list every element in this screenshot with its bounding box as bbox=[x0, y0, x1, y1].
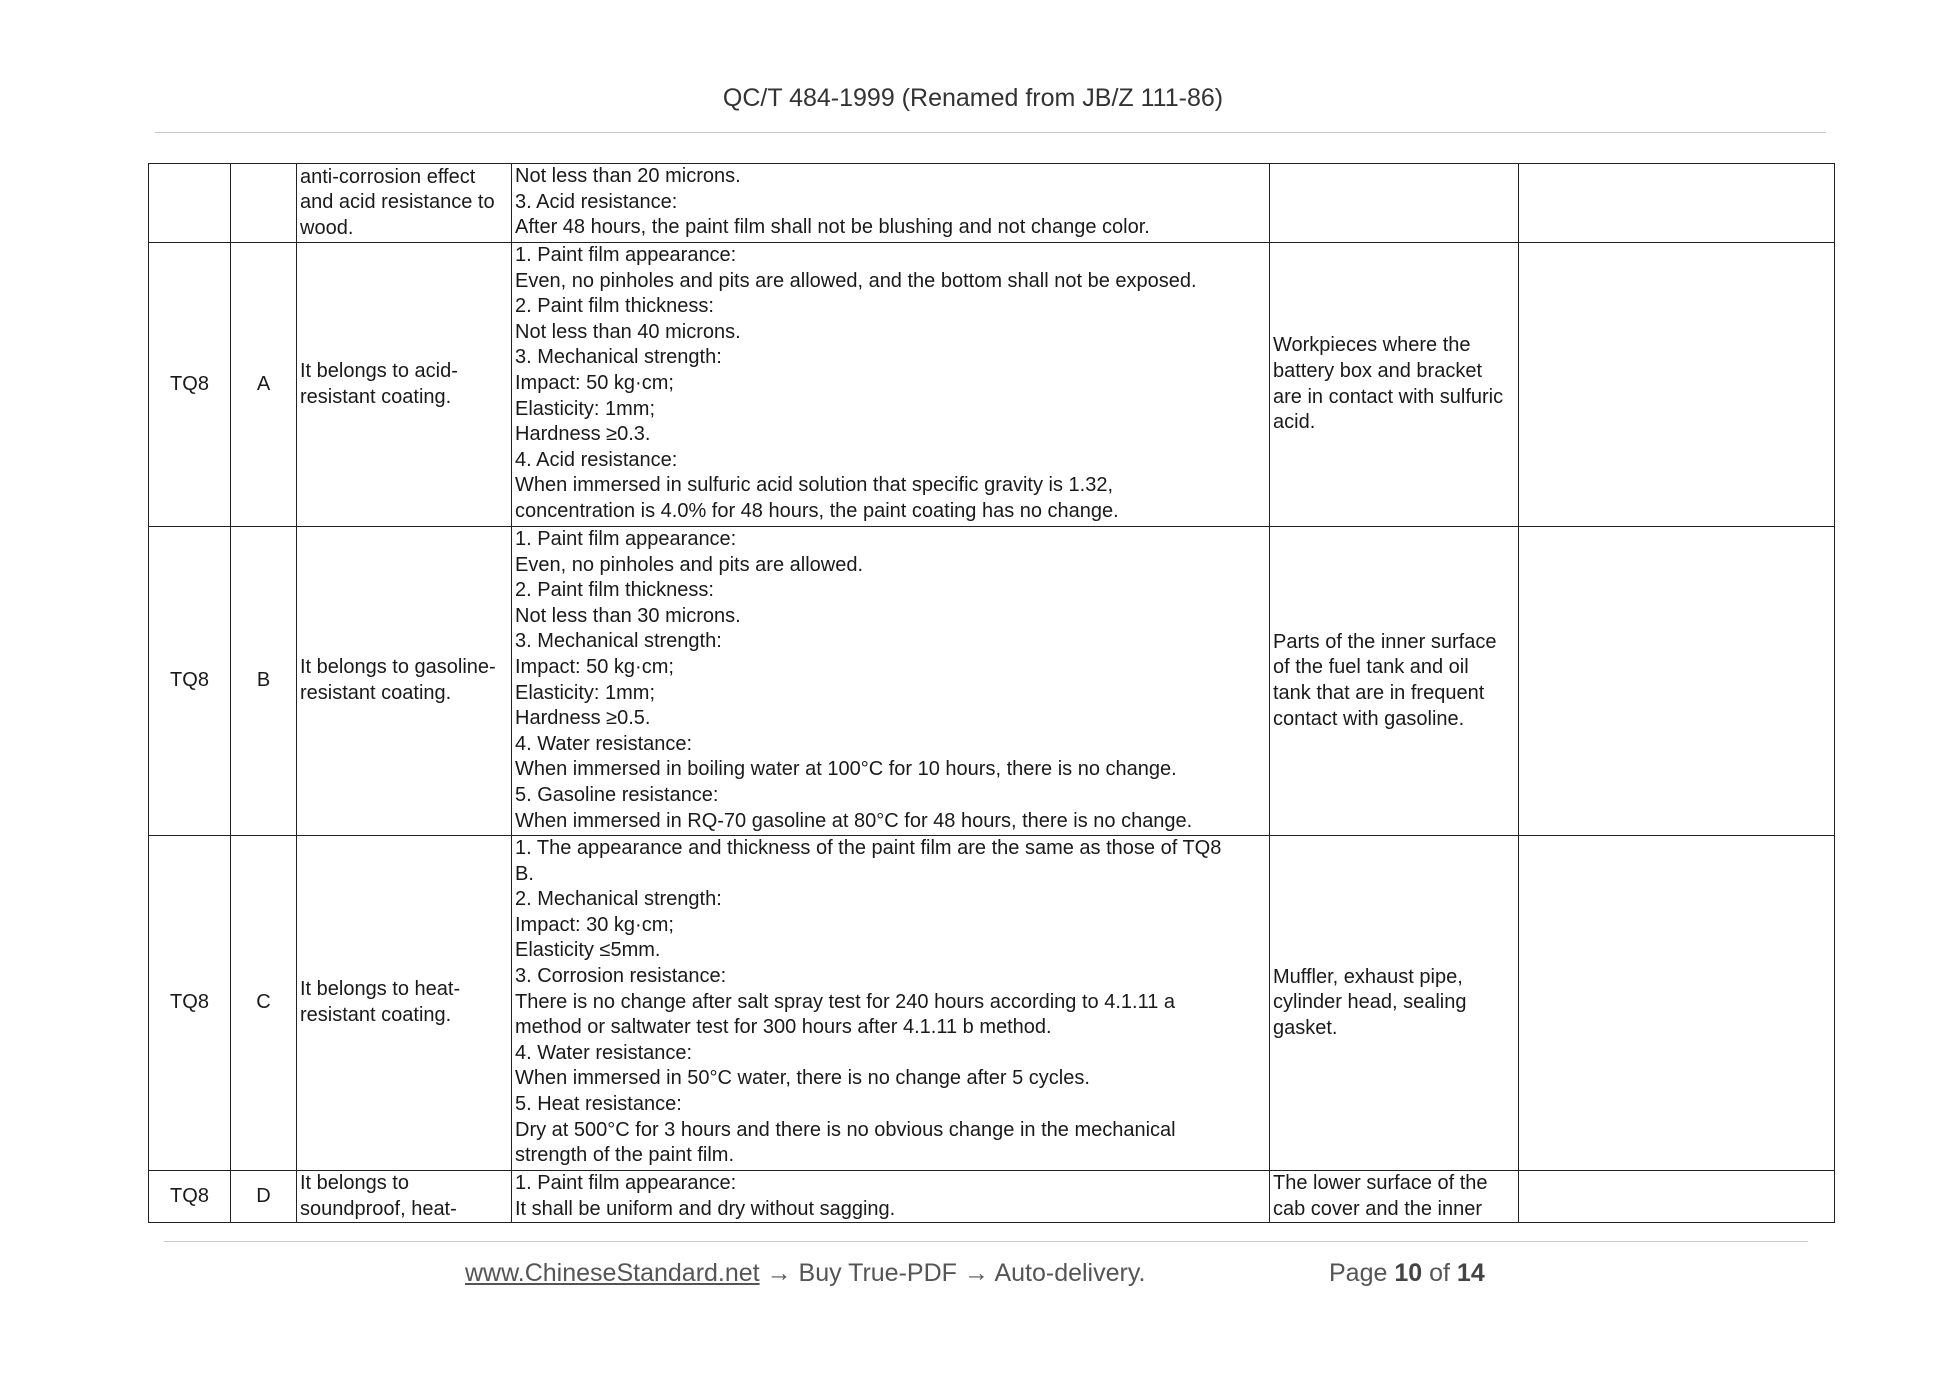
application-line: acid. bbox=[1273, 411, 1316, 434]
application-line: battery box and bracket bbox=[1273, 359, 1483, 382]
characteristics-line: It belongs to gasoline- bbox=[300, 656, 496, 679]
requirement-line: concentration is 4.0% for 48 hours, the paint coating has no change. bbox=[515, 499, 1119, 522]
code-cell: TQ8 bbox=[149, 836, 231, 1171]
requirement-line: When immersed in sulfuric acid solution that specific gravity is 1.32, bbox=[515, 474, 1114, 497]
characteristics-line: wood. bbox=[300, 216, 354, 239]
footer-promo bbox=[465, 1259, 1145, 1288]
grade-cell bbox=[231, 164, 297, 243]
table-row bbox=[149, 1171, 1835, 1223]
requirement-line: 4. Water resistance: bbox=[515, 732, 693, 755]
requirement-line: Elasticity ≤5mm. bbox=[515, 939, 661, 962]
characteristics-line: It belongs to heat- bbox=[300, 978, 461, 1001]
application-line: Parts of the inner surface bbox=[1273, 630, 1497, 653]
remarks-cell bbox=[1519, 164, 1835, 243]
requirement-line: Hardness ≥0.5. bbox=[515, 707, 651, 730]
arrow-right-icon: → bbox=[766, 1259, 792, 1287]
table-row bbox=[149, 164, 1835, 243]
requirement-line: 5. Gasoline resistance: bbox=[515, 783, 719, 806]
requirements-cell bbox=[512, 527, 1270, 836]
requirement-line: 4. Acid resistance: bbox=[515, 448, 678, 471]
page-header-title: QC/T 484-1999 (Renamed from JB/Z 111-86) bbox=[722, 84, 1224, 112]
application-line: The lower surface of the bbox=[1273, 1172, 1488, 1194]
application-cell bbox=[1270, 836, 1519, 1171]
code-cell: TQ8 bbox=[149, 243, 231, 527]
requirements-cell bbox=[512, 164, 1270, 243]
coating-spec-table bbox=[148, 163, 1835, 1223]
remarks-cell bbox=[1519, 243, 1835, 527]
characteristics-line: It belongs to acid- bbox=[300, 359, 458, 382]
buy-pdf-text: Buy True-PDF bbox=[798, 1259, 957, 1287]
requirement-line: 5. Heat resistance: bbox=[515, 1092, 682, 1115]
requirement-line: When immersed in boiling water at 100°C for 10 hours, there is no change. bbox=[515, 758, 1177, 781]
page-label: Page bbox=[1329, 1259, 1388, 1287]
characteristics-line: and acid resistance to bbox=[300, 191, 495, 214]
characteristics-line: resistant coating. bbox=[300, 1004, 452, 1026]
application-cell bbox=[1270, 1171, 1519, 1223]
requirement-line: Even, no pinholes and pits are allowed. bbox=[515, 553, 864, 576]
requirement-line: 3. Acid resistance: bbox=[515, 190, 678, 213]
characteristics-line: resistant coating. bbox=[300, 682, 452, 704]
requirements-cell bbox=[512, 1171, 1270, 1223]
requirement-line: 3. Corrosion resistance: bbox=[515, 964, 727, 987]
code-cell: TQ8 bbox=[149, 1171, 231, 1223]
grade-cell: B bbox=[231, 527, 297, 836]
application-line: contact with gasoline. bbox=[1273, 707, 1465, 730]
table-row bbox=[149, 527, 1835, 836]
application-line: of the fuel tank and oil bbox=[1273, 656, 1469, 679]
requirement-line: strength of the paint film. bbox=[515, 1144, 735, 1167]
requirement-line: 4. Water resistance: bbox=[515, 1041, 693, 1064]
requirement-line: After 48 hours, the paint film shall not be blushing and not change color. bbox=[515, 216, 1150, 239]
requirement-line: 3. Mechanical strength: bbox=[515, 630, 722, 653]
characteristics-cell bbox=[297, 1171, 512, 1223]
requirements-cell bbox=[512, 243, 1270, 527]
website-link[interactable]: www.ChineseStandard.net bbox=[465, 1259, 760, 1287]
remarks-cell bbox=[1519, 836, 1835, 1171]
characteristics-line: resistant coating. bbox=[300, 385, 452, 408]
page-total: 14 bbox=[1456, 1259, 1485, 1287]
characteristics-cell bbox=[297, 836, 512, 1171]
requirement-line: There is no change after salt spray test for 240 hours according to 4.1.11 a bbox=[515, 990, 1176, 1013]
characteristics-line: soundproof, heat- bbox=[300, 1197, 457, 1220]
characteristics-cell bbox=[297, 243, 512, 527]
code-cell: TQ8 bbox=[149, 527, 231, 836]
page-of-label: of bbox=[1429, 1259, 1450, 1287]
requirement-line: Not less than 30 microns. bbox=[515, 604, 741, 627]
requirement-line: Impact: 50 kg·cm; bbox=[515, 371, 674, 394]
application-line: cylinder head, sealing bbox=[1273, 991, 1467, 1014]
requirement-line: It shall be uniform and dry without sagging. bbox=[515, 1197, 896, 1220]
requirement-line: Hardness ≥0.3. bbox=[515, 423, 651, 446]
characteristics-line: It belongs to bbox=[300, 1172, 409, 1194]
requirement-line: Not less than 20 microns. bbox=[515, 165, 741, 187]
requirement-line: method or saltwater test for 300 hours after 4.1.11 b method. bbox=[515, 1016, 1052, 1039]
requirement-line: Not less than 40 microns. bbox=[515, 320, 741, 343]
requirement-line: 1. Paint film appearance: bbox=[515, 528, 737, 550]
requirement-line: 1. Paint film appearance: bbox=[515, 244, 737, 266]
grade-cell: C bbox=[231, 836, 297, 1171]
characteristics-cell bbox=[297, 164, 512, 243]
table-row bbox=[149, 243, 1835, 527]
application-line: Workpieces where the bbox=[1273, 334, 1471, 357]
header-divider bbox=[155, 132, 1826, 133]
requirement-line: Impact: 50 kg·cm; bbox=[515, 655, 674, 678]
application-cell bbox=[1270, 527, 1519, 836]
requirement-line: Even, no pinholes and pits are allowed, and the bottom shall not be exposed. bbox=[515, 269, 1197, 292]
requirement-line: 2. Paint film thickness: bbox=[515, 295, 714, 318]
table-row bbox=[149, 836, 1835, 1171]
grade-cell: D bbox=[231, 1171, 297, 1223]
requirement-line: 1. The appearance and thickness of the paint film are the same as those of TQ8 bbox=[515, 837, 1222, 859]
page-indicator bbox=[1329, 1259, 1485, 1288]
requirements-cell bbox=[512, 836, 1270, 1171]
requirement-line: B. bbox=[515, 862, 534, 885]
application-line: are in contact with sulfuric bbox=[1273, 385, 1504, 408]
arrow-right-icon: → bbox=[963, 1259, 989, 1287]
requirement-line: 3. Mechanical strength: bbox=[515, 346, 722, 369]
code-cell bbox=[149, 164, 231, 243]
delivery-text: Auto-delivery. bbox=[994, 1259, 1146, 1287]
application-line: cab cover and the inner bbox=[1273, 1197, 1483, 1220]
requirement-line: 2. Mechanical strength: bbox=[515, 888, 722, 911]
footer-divider bbox=[164, 1241, 1808, 1242]
characteristics-line: anti-corrosion effect bbox=[300, 165, 476, 188]
requirement-line: Elasticity: 1mm; bbox=[515, 397, 656, 420]
characteristics-cell bbox=[297, 527, 512, 836]
application-cell bbox=[1270, 243, 1519, 527]
requirement-line: When immersed in 50°C water, there is no change after 5 cycles. bbox=[515, 1067, 1090, 1090]
requirement-line: Impact: 30 kg·cm; bbox=[515, 913, 674, 936]
table-body bbox=[149, 164, 1835, 1223]
page-current: 10 bbox=[1394, 1259, 1423, 1287]
remarks-cell bbox=[1519, 1171, 1835, 1223]
requirement-line: When immersed in RQ-70 gasoline at 80°C for 48 hours, there is no change. bbox=[515, 809, 1193, 832]
grade-cell: A bbox=[231, 243, 297, 527]
requirement-line: 2. Paint film thickness: bbox=[515, 579, 714, 602]
remarks-cell bbox=[1519, 527, 1835, 836]
application-cell bbox=[1270, 164, 1519, 243]
application-line: tank that are in frequent bbox=[1273, 682, 1485, 704]
application-line: Muffler, exhaust pipe, bbox=[1273, 965, 1463, 988]
application-line: gasket. bbox=[1273, 1016, 1338, 1039]
requirement-line: 1. Paint film appearance: bbox=[515, 1172, 737, 1194]
requirement-line: Elasticity: 1mm; bbox=[515, 681, 656, 704]
requirement-line: Dry at 500°C for 3 hours and there is no obvious change in the mechanical bbox=[515, 1118, 1176, 1141]
